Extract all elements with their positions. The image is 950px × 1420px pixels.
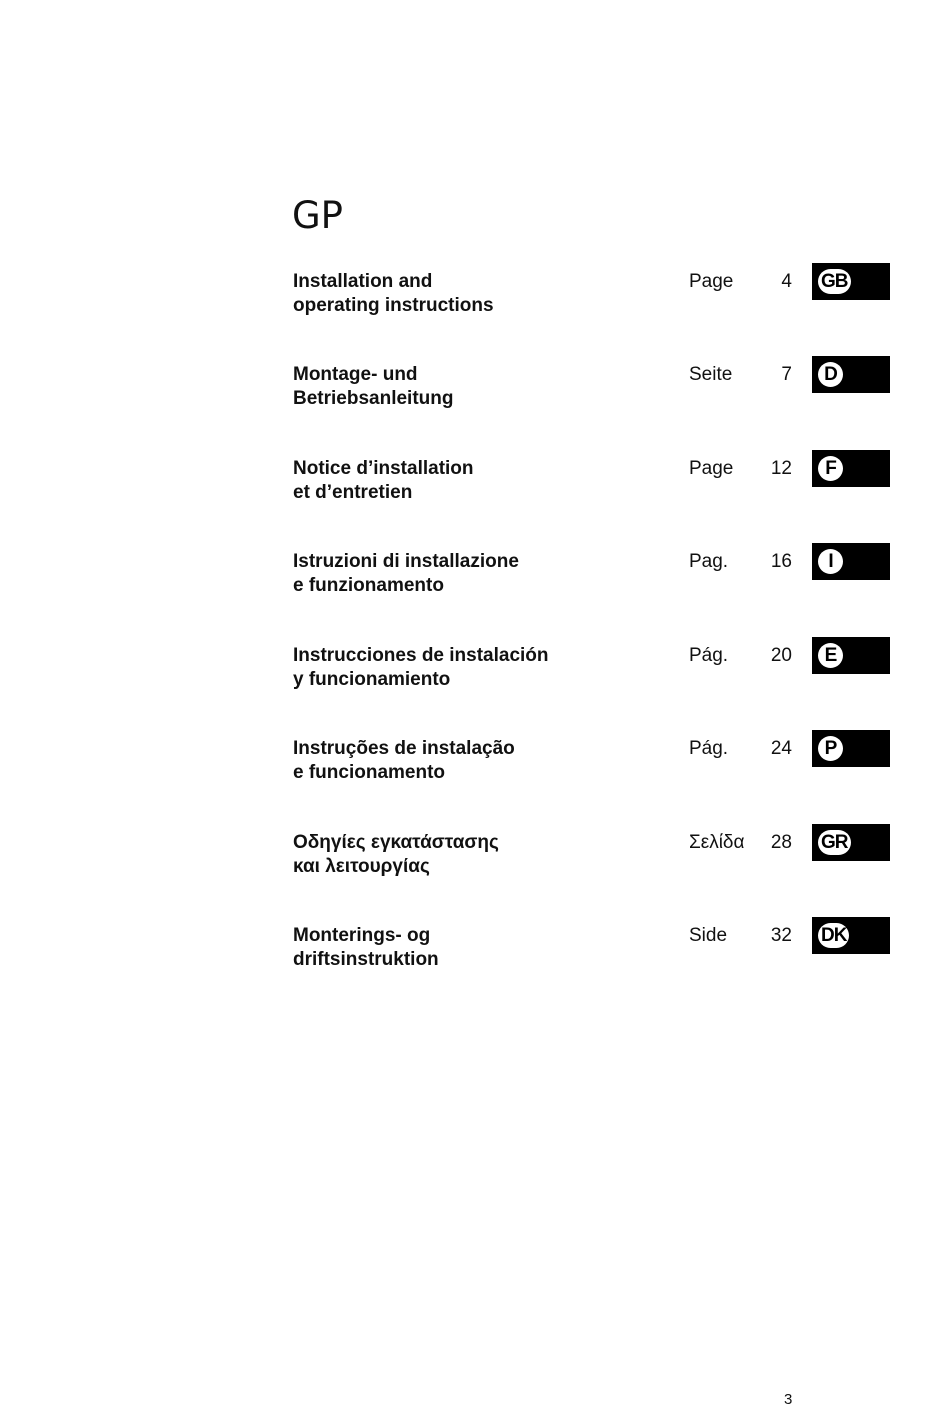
language-tab	[812, 356, 890, 393]
page-reference: 28	[770, 832, 792, 853]
entry-title-line-1: Montage- und	[293, 364, 418, 385]
language-tab	[812, 824, 890, 861]
entry-title	[293, 737, 673, 785]
toc-entry-gr[interactable]	[0, 831, 950, 911]
page-reference: 32	[770, 925, 792, 946]
entry-title-line-2: και λειτουργίας	[293, 856, 430, 877]
toc-entry-gb[interactable]	[0, 270, 950, 350]
entry-title	[293, 831, 673, 879]
entry-title-line-2: operating instructions	[293, 295, 494, 316]
entry-title-line-2: driftsinstruktion	[293, 949, 439, 970]
page-reference: 4	[781, 271, 792, 292]
language-tab	[812, 543, 890, 580]
page-reference: 24	[770, 738, 792, 759]
entry-title-line-1: Instruções de instalação	[293, 738, 515, 759]
entry-title	[293, 270, 673, 318]
entry-title	[293, 457, 673, 505]
page-word: Seite	[689, 364, 733, 385]
language-tab	[812, 637, 890, 674]
page-word: Page	[689, 458, 734, 479]
entry-title	[293, 363, 673, 411]
entry-title	[293, 644, 673, 692]
page-word: Side	[689, 925, 728, 946]
entry-title-line-2: Betriebsanleitung	[293, 388, 454, 409]
document-title: GP	[292, 194, 343, 237]
entry-title-line-1: Monterings- og	[293, 925, 431, 946]
language-badge: E	[818, 643, 843, 668]
page-reference: 16	[770, 551, 792, 572]
language-badge: D	[818, 362, 843, 387]
language-tab	[812, 263, 890, 300]
entry-title-line-2: e funcionamento	[293, 762, 446, 783]
entry-title-line-1: Notice d’installation	[293, 458, 474, 479]
toc-entry-dk[interactable]	[0, 924, 950, 1004]
page-word: Σελίδα	[689, 832, 745, 853]
page-number: 3	[784, 1391, 793, 1408]
toc-entry-p[interactable]	[0, 737, 950, 817]
language-badge: I	[818, 549, 843, 574]
page-reference: 12	[770, 458, 792, 479]
entry-title-line-1: Instrucciones de instalación	[293, 645, 549, 666]
entry-title-line-1: Οδηγίες εγκατάστασης	[293, 832, 499, 853]
language-badge: GR	[818, 830, 851, 855]
language-badge: P	[818, 736, 843, 761]
toc-entry-f[interactable]	[0, 457, 950, 537]
entry-title-line-1: Istruzioni di installazione	[293, 551, 519, 572]
page-word: Pág.	[689, 645, 729, 666]
page-word: Page	[689, 271, 734, 292]
language-badge: DK	[818, 923, 849, 948]
entry-title-line-2: e funzionamento	[293, 575, 444, 596]
entry-title	[293, 550, 673, 598]
toc-entry-d[interactable]	[0, 363, 950, 443]
entry-title-line-2: y funcionamiento	[293, 669, 451, 690]
entry-title	[293, 924, 673, 972]
page-word: Pag.	[689, 551, 729, 572]
language-badge: GB	[818, 269, 851, 294]
page-reference: 7	[781, 364, 792, 385]
page-word: Pág.	[689, 738, 729, 759]
language-badge: F	[818, 456, 843, 481]
page-reference: 20	[770, 645, 792, 666]
toc-entry-e[interactable]	[0, 644, 950, 724]
toc-entry-i[interactable]	[0, 550, 950, 630]
language-tab	[812, 917, 890, 954]
entry-title-line-2: et d’entretien	[293, 482, 413, 503]
language-tab	[812, 730, 890, 767]
entry-title-line-1: Installation and	[293, 271, 433, 292]
language-tab	[812, 450, 890, 487]
